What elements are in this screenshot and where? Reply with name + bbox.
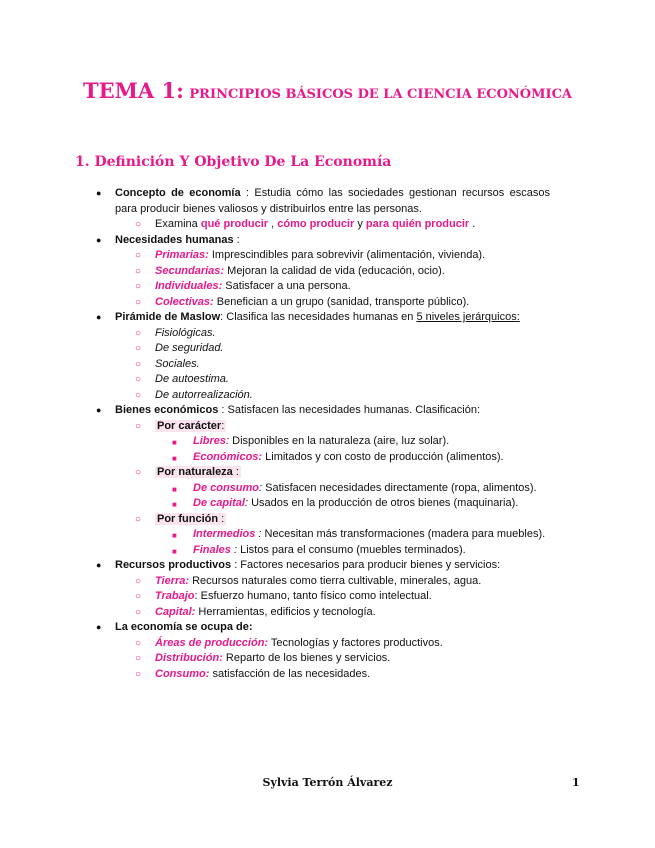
bullet-icon: ● [96, 312, 102, 322]
list-item: ■ De capital: Usados en la producción de otros bienes (maquinaria). [0, 496, 655, 512]
bullet-icon: ● [96, 405, 102, 415]
page-number: 1 [572, 776, 580, 789]
circle-bullet-icon: ○ [135, 653, 142, 664]
author-name: Sylvia Terrón Álvarez [262, 776, 393, 789]
circle-bullet-icon: ○ [135, 668, 142, 680]
circle-bullet-icon: ○ [135, 637, 142, 649]
circle-bullet-icon: ○ [135, 513, 142, 525]
circle-bullet-icon: ○ [135, 281, 142, 292]
list-item-group: ○ Por carácter: [0, 419, 655, 435]
list-item-concepto: ● Concepto de economía : Estudia cómo las sociedades gestionan recursos escasos para producir bienes valiosos y distribuirlos entre las personas. [96, 187, 550, 215]
document-body [0, 186, 655, 682]
circle-bullet-icon: ○ [135, 575, 142, 587]
square-bullet-icon: ■ [172, 531, 177, 540]
square-bullet-icon: ■ [172, 438, 177, 447]
list-item: ■ Económicos: Limitados y con costo de producción (alimentos). [0, 450, 655, 466]
list-item-ocupa: ● La economía se ocupa de: [0, 620, 655, 636]
list-item-bienes: ● Bienes económicos : Satisfacen las necesidades humanas. Clasificación: [0, 403, 655, 419]
circle-bullet-icon: ○ [135, 327, 142, 339]
list-item-group: ○ Por función : [0, 512, 655, 528]
list-item-maslow: ● Pirámide de Maslow: Clasifica las necesidades humanas en 5 niveles jerárquicos: [0, 310, 655, 326]
list-item: ○ Secundarias: Mejoran la calidad de vida (educación, ocio). [0, 264, 655, 280]
list-item: ○ De seguridad. [0, 341, 655, 357]
circle-bullet-icon: ○ [135, 374, 142, 385]
list-item: ○ De autoestima. [0, 372, 655, 388]
list-item: ○ Áreas de producción: Tecnologías y factores productivos. [0, 636, 655, 652]
list-item: ○ Sociales. [0, 357, 655, 373]
circle-bullet-icon: ○ [135, 467, 142, 478]
list-item: ○ Colectivas: Benefician a un grupo (sanidad, transporte público). [0, 295, 655, 311]
list-item: ■ Intermedios : Necesitan más transformaciones (madera para muebles). [0, 527, 655, 543]
bullet-icon: ● [96, 234, 102, 245]
list-item: ○ Tierra: Recursos naturales como tierra cultivable, minerales, agua. [0, 574, 655, 590]
square-bullet-icon: ■ [172, 453, 177, 463]
section-heading: 1. Definición Y Objetivo De La Economía [75, 154, 392, 170]
list-item-necesidades: ● Necesidades humanas : [0, 233, 655, 249]
square-bullet-icon: ■ [172, 546, 177, 556]
list-item: ■ Finales : Listos para el consumo (muebles terminados). [0, 543, 655, 559]
circle-bullet-icon: ○ [135, 219, 142, 230]
list-item-examina: ○ Examina qué producir , cómo producir y para quién producir . [0, 217, 655, 233]
circle-bullet-icon: ○ [135, 389, 142, 401]
list-item: ○ Primarias: Imprescindibles para sobrevivir (alimentación, vivienda). [0, 248, 655, 264]
list-item: ○ Capital: Herramientas, edificios y tecnología. [0, 605, 655, 621]
circle-bullet-icon: ○ [135, 343, 142, 354]
document-title: TEMA 1: PRINCIPIOS BÁSICOS DE LA CIENCIA ECONÓMICA [82, 78, 573, 103]
list-item: ○ Fisiológicas. [0, 326, 655, 342]
circle-bullet-icon: ○ [135, 358, 142, 370]
circle-bullet-icon: ○ [135, 296, 142, 308]
bullet-icon: ● [96, 188, 102, 198]
circle-bullet-icon: ○ [135, 606, 142, 618]
list-item: ○ Trabajo: Esfuerzo humano, tanto físico como intelectual. [0, 589, 655, 605]
list-item-recursos: ● Recursos productivos : Factores necesarios para producir bienes y servicios: [0, 558, 655, 574]
list-item: ○ Consumo: satisfacción de las necesidades. [0, 667, 655, 683]
list-item-group: ○ Por naturaleza : [0, 465, 655, 481]
bullet-icon: ● [96, 622, 102, 632]
circle-bullet-icon: ○ [135, 420, 142, 432]
list-item: ■ De consumo: Satisfacen necesidades directamente (ropa, alimentos). [0, 481, 655, 497]
square-bullet-icon: ■ [172, 500, 177, 509]
list-item: ■ Libres: Disponibles en la naturaleza (aire, luz solar). [0, 434, 655, 450]
list-item: ○ De autorrealización. [0, 388, 655, 404]
circle-bullet-icon: ○ [135, 591, 142, 602]
list-item: ○ Individuales: Satisfacer a una persona. [0, 279, 655, 295]
square-bullet-icon: ■ [172, 484, 177, 494]
circle-bullet-icon: ○ [135, 250, 142, 261]
list-item: ○ Distribución: Reparto de los bienes y servicios. [0, 651, 655, 667]
circle-bullet-icon: ○ [135, 265, 142, 277]
bullet-icon: ● [96, 560, 102, 570]
